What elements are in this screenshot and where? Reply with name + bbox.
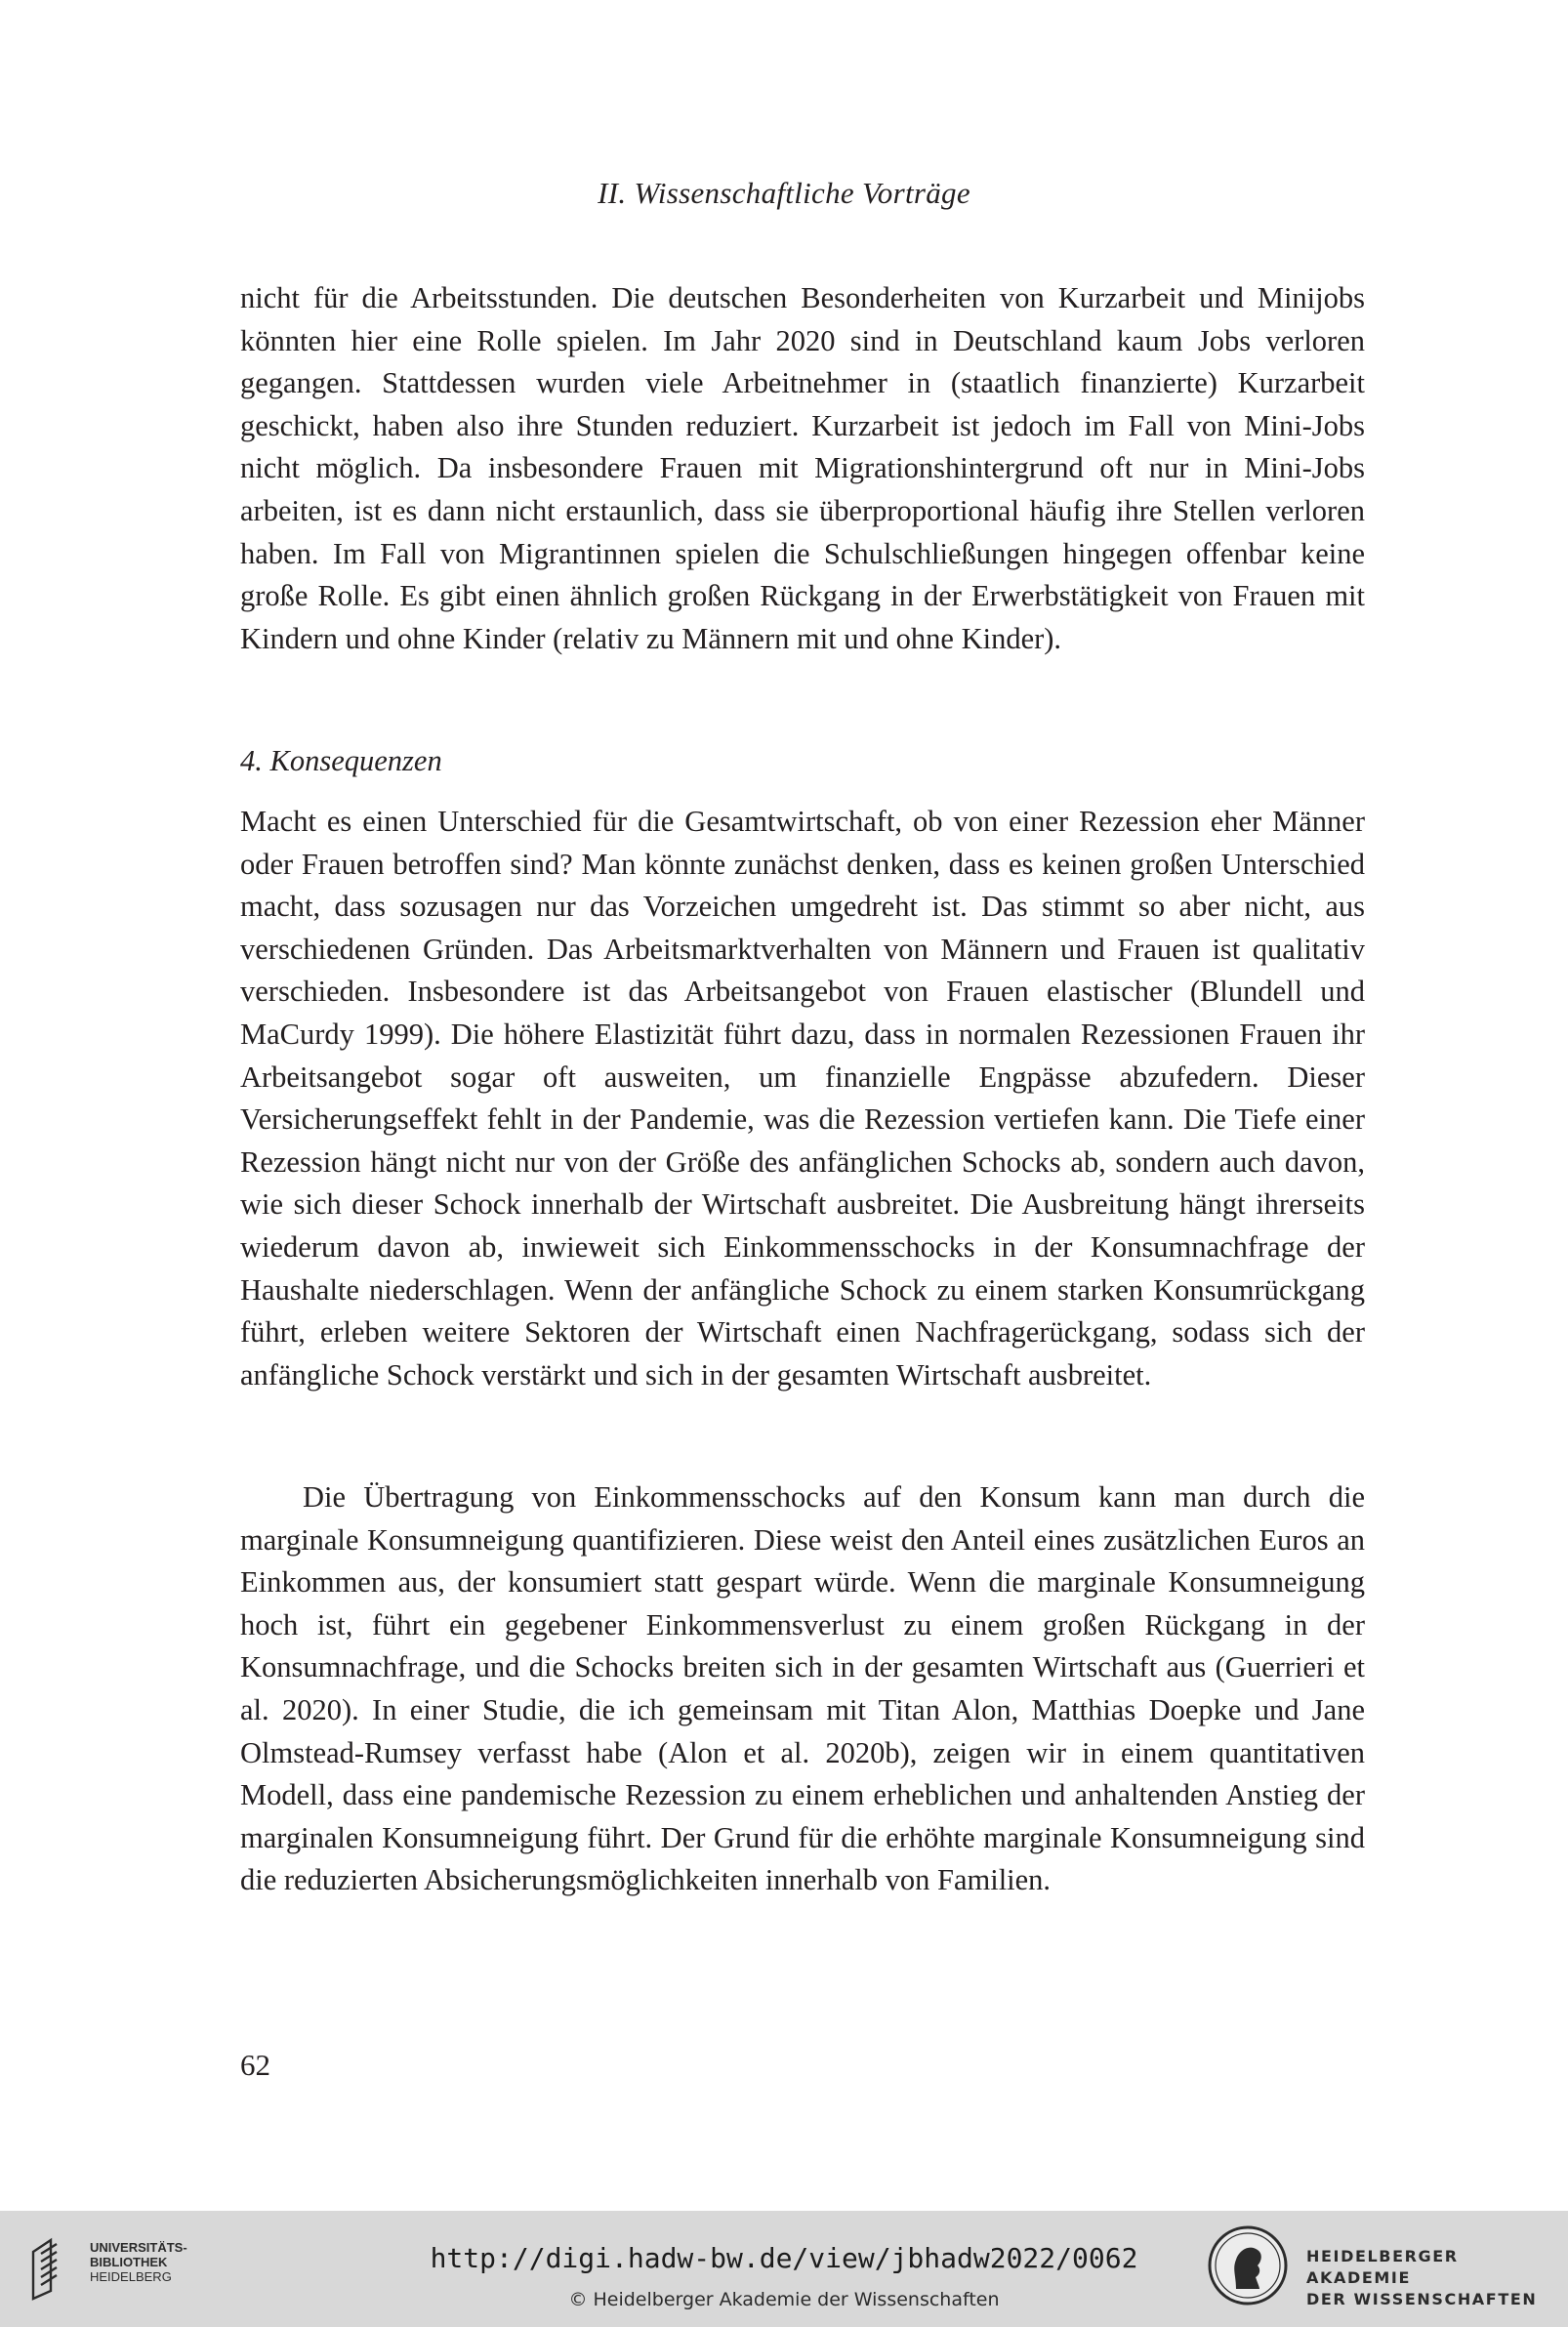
library-name-line-2: BIBLIOTHEK — [90, 2255, 168, 2269]
paragraph-2: Macht es einen Unterschied für die Gesamtwirtschaft, ob von einer Rezession eher Männer oder Frauen betroffen sind? Man könnte zunächst denken, dass es keinen großen Unterschied macht, dass sozusagen nur das Vorzeichen umgedreht ist. Das stimmt so aber nicht, aus verschiedenen Gründen. Das Arbeitsmarktverhalten von Männern und Frauen ist qualitativ verschieden. Insbesondere ist das Arbeitsangebot von Frauen elastischer (Blundell und MaCurdy 1999). Die höhere Elastizität führt dazu, dass in normalen Rezessionen Frauen ihr Arbeitsangebot sogar oft ausweiten, um finanzielle Engpässe abzufedern. Dieser Versicherungseffekt fehlt in der Pandemie, was die Rezession vertiefen kann. Die Tiefe einer Rezession hängt nicht nur von der Größe des anfänglichen Schocks ab, sondern auch davon, wie sich dieser Schock innerhalb der Wirtschaft ausbreitet. Die Ausbreitung hängt ihrerseits wiederum davon ab, inwieweit sich Einkommensschocks in der Konsumnachfrage der Haushalte niederschlagen. Wenn der anfängliche Schock zu einem starken Konsumrückgang führt, erleben weitere Sektoren der Wirtschaft einen Nachfragerückgang, sodass sich der anfängliche Schock verstärkt und sich in der gesamten Wirtschaft ausbreitet. — [240, 805, 1365, 1392]
academy-name — [1306, 2246, 1568, 2310]
running-header: II. Wissenschaftliche Vorträge — [598, 176, 970, 210]
footer-bar — [0, 2211, 1568, 2327]
source-url-link[interactable]: http://digi.hadw-bw.de/view/jbhadw2022/0062 — [430, 2242, 1138, 2274]
page-number: 62 — [240, 2048, 270, 2082]
library-name-line-3: HEIDELBERG — [90, 2269, 172, 2284]
copyright-notice: © Heidelberger Akademie der Wissenschaften — [568, 2289, 1000, 2310]
academy-name-line-2: DER WISSENSCHAFTEN — [1306, 2290, 1538, 2308]
paragraph-1: nicht für die Arbeitsstunden. Die deutschen Besonderheiten von Kurzarbeit und Minijobs könnten hier eine Rolle spielen. Im Jahr 2020 sind in Deutschland kaum Jobs verloren gegangen. Stattdessen wurden viele Arbeitnehmer in (staatlich finanzierte) Kurzarbeit geschickt, haben also ihre Stunden reduziert. Kurzarbeit ist jedoch im Fall von Mini-Jobs nicht möglich. Da insbesondere Frauen mit Migrationshintergrund oft nur in Mini-Jobs arbeiten, ist es dann nicht erstaunlich, dass sie überproportional häufig ihre Stellen verloren haben. Im Fall von Migrantinnen spielen die Schulschließungen hingegen offenbar keine große Rolle. Es gibt einen ähnlich großen Rückgang in der Erwerbstätigkeit von Frauen mit Kindern und ohne Kinder (relativ zu Männern mit und ohne Kinder). — [240, 281, 1365, 655]
academy-seal-icon — [1207, 2224, 1289, 2306]
academy-name-line-1: HEIDELBERGER AKADEMIE — [1306, 2247, 1459, 2287]
library-name-line-1: UNIVERSITÄTS- — [90, 2240, 187, 2255]
paragraph-3: Die Übertragung von Einkommensschocks auf den Konsum kann man durch die marginale Konsumneigung quantifizieren. Diese weist den Anteil eines zusätzlichen Euros an Einkommen aus, der konsumiert statt gespart würde. Wenn die marginale Konsumneigung hoch ist, führt ein gegebener Einkommensverlust zu einem großen Rückgang in der Konsumnachfrage, und die Schocks breiten sich in der gesamten Wirtschaft aus (Guerrieri et al. 2020). In einer Studie, die ich gemeinsam mit Titan Alon, Matthias Doepke und Jane Olmstead-Rumsey verfasst habe (Alon et al. 2020b), zeigen wir in einem quantitativen Modell, dass eine pandemische Rezession zu einem erheblichen und anhaltenden Anstieg der marginalen Konsumneigung führt. Der Grund für die erhöhte marginale Konsumneigung sind die reduzierten Absicherungsmöglichkeiten innerhalb von Familien. — [240, 1480, 1365, 1897]
section-heading: 4. Konsequenzen — [240, 744, 442, 777]
